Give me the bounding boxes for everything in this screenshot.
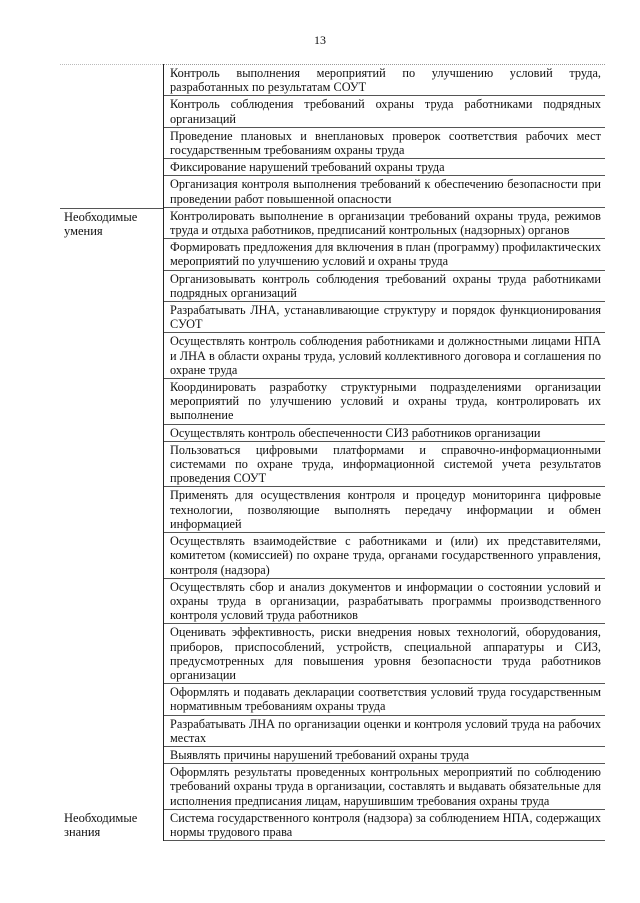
table-row: Оценивать эффективность, риски внедрения новых технологий, оборудования, приборов, приспособлений, устройств, специальной аппаратуры и СИЗ, предусмотренных для повышения уровня безопасности труда работников организации: [164, 624, 605, 684]
table-row: Контролировать выполнение в организации требований охраны труда, режимов труда и отдыха работников, предписаний контрольных (надзорных) органов: [164, 208, 605, 239]
section-items: [163, 810, 605, 841]
table-row: Осуществлять контроль соблюдения работниками и должностными лицами НПА и ЛНА в области охраны труда, условий коллективного договора и соглашения по охране труда: [164, 333, 605, 379]
section-label: Необходимые знания: [64, 810, 138, 839]
table-row: Координировать разработку структурными подразделениями организации мероприятий по улучшению условий и охраны труда, контролировать их выполнение: [164, 379, 605, 425]
table-row: Система государственного контроля (надзора) за соблюдением НПА, содержащих нормы трудового права: [164, 810, 605, 841]
table-row: Осуществлять контроль обеспеченности СИЗ работников организации: [164, 425, 605, 442]
table-row: Оформлять результаты проведенных контрольных мероприятий по соблюдению требований охраны труда в организации, составлять и выдавать обязательные для исполнения предписания лицам, нарушившим требования охраны труда: [164, 764, 605, 810]
table-row: Формировать предложения для включения в план (программу) профилактических мероприятий по улучшению условий и охраны труда: [164, 239, 605, 270]
page-number: 13: [314, 33, 326, 47]
table-row: Контроль выполнения мероприятий по улучшению условий труда, разработанных по результатам СОУТ: [164, 64, 605, 96]
table-row: Осуществлять сбор и анализ документов и информации о состоянии условий и охраны труда в организации, разрабатывать программы производственного контроля условий труда работников: [164, 579, 605, 625]
table-row: Оформлять и подавать декларации соответствия условий труда государственным нормативным требованиям охраны труда: [164, 684, 605, 715]
section-required-knowledge: [60, 810, 605, 841]
table-row: Организовывать контроль соблюдения требований охраны труда работниками подрядных организаций: [164, 271, 605, 302]
table-row: Выявлять причины нарушений требований охраны труда: [164, 747, 605, 764]
table-row: Фиксирование нарушений требований охраны труда: [164, 159, 605, 176]
section-items: [163, 208, 605, 810]
section-label: Необходимые умения: [60, 208, 163, 810]
competency-table: [60, 64, 605, 841]
table-row: Разрабатывать ЛНА, устанавливающие структуру и порядок функционирования СУОТ: [164, 302, 605, 333]
table-row: Применять для осуществления контроля и процедур мониторинга цифровые технологии, позволяющие выполнять передачу информации и обмен информацией: [164, 487, 605, 533]
section-labor-actions: [60, 64, 605, 208]
section-items: [163, 64, 605, 208]
table-row: Разрабатывать ЛНА по организации оценки и контроля условий труда на рабочих местах: [164, 716, 605, 747]
table-row: Осуществлять взаимодействие с работниками и (или) их представителями, комитетом (комиссией) по охране труда, органами государственного управления, контроля (надзора): [164, 533, 605, 579]
table-row: Пользоваться цифровыми платформами и справочно-информационными системами по охране труда, информационной системой учета результатов проведения СОУТ: [164, 442, 605, 488]
section-required-skills: [60, 208, 605, 810]
table-row: Проведение плановых и внеплановых проверок соответствия рабочих мест государственным требованиям охраны труда: [164, 128, 605, 159]
table-row: Организация контроля выполнения требований к обеспечению безопасности при проведении работ повышенной опасности: [164, 176, 605, 207]
table-row: Контроль соблюдения требований охраны труда работниками подрядных организаций: [164, 96, 605, 127]
section-label: [60, 64, 163, 208]
